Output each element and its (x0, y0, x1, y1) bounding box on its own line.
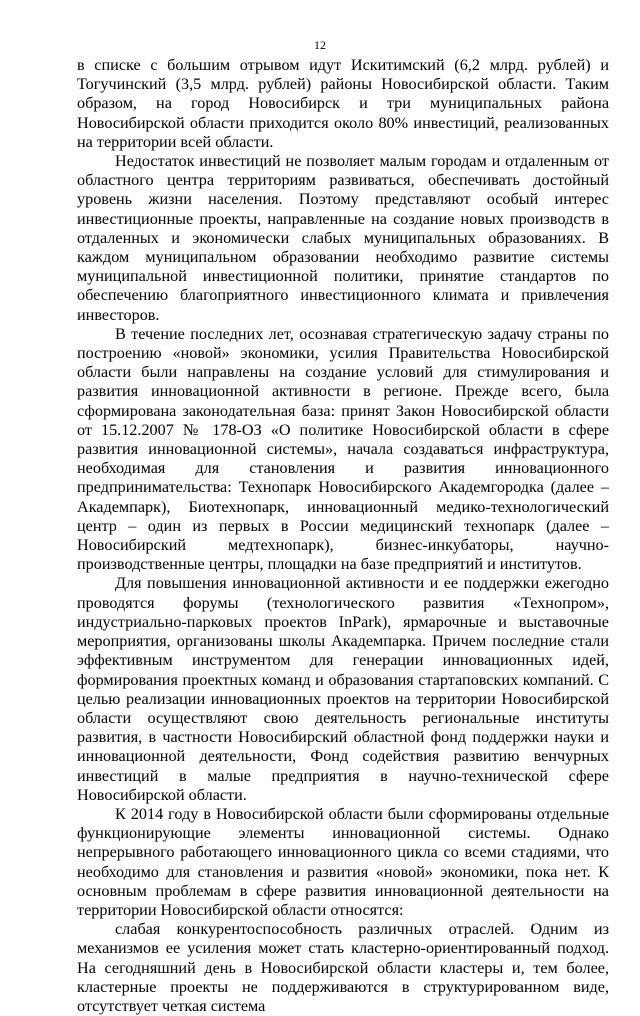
paragraph-5: К 2014 году в Новосибирской области были сформированы отдельные функционирующие элементы инновационной системы. Однако непрерывного работающего инновационного цикла со всеми стадиями, что необходимо для становления и развития «новой» экономики, пока нет. К основным проблемам в сфере развития инновационной деятельности на территории Новосибирской области относятся: (77, 804, 609, 919)
page-number: 12 (314, 38, 326, 52)
paragraph-2: Недостаток инвестиций не позволяет малым городам и отдаленным от областного центра территориям развиваться, обеспечивать достойный уровень жизни населения. Поэтому представляют особый интерес инвестиционные проекты, направленные на создание новых производств в отдаленных и экономически слабых муниципальных образованиях. В каждом муниципальном образовании необходимо развитие системы муниципальной инвестиционной политики, принятие стандартов по обеспечению благоприятного инвестиционного климата и привлечения инвесторов. (77, 152, 609, 324)
paragraph-4: Для повышения инновационной активности и ее поддержки ежегодно проводятся форумы (технологического развития «Технопром», индустриально-парковых проектов InPark), ярмарочные и выставочные мероприятия, организованы школы Академпарка. Причем последние стали эффективным инструментом для генерации инновационных идей, формирования проектных команд и образования стартаповских компаний. С целью реализации инновационных проектов на территории Новосибирской области осуществляют свою деятельность региональные институты развития, в частности Новосибирский областной фонд поддержки науки и инновационной деятельности, Фонд содействия развитию венчурных инвестиций в малые предприятия в научно-технической сфере Новосибирской области. (77, 574, 609, 804)
paragraph-3: В течение последних лет, осознавая стратегическую задачу страны по построению «новой» экономики, усилия Правительства Новосибирской области были направлены на создание условий для стимулирования и развития инновационной активности в регионе. Прежде всего, была сформирована законодательная база: принят Закон Новосибирской области от 15.12.2007 № 178-ОЗ «О политике Новосибирской области в сфере развития инновационной системы», начала создаваться инфраструктура, необходимая для становления и развития инновационного предпринимательства: Технопарк Новосибирского Академгородка (далее – Академпарк), Биотехнопарк, инновационный медико-технологический центр – один из первых в России медицинский технопарк (далее – Новосибирский медтехнопарк), бизнес-инкубаторы, научно-производственные центры, площадки на базе предприятий и институтов. (77, 324, 609, 574)
document-body (77, 56, 609, 1016)
paragraph-6: слабая конкурентоспособность различных отраслей. Одним из механизмов ее усиления может стать кластерно-ориентированный подход. На сегодняшний день в Новосибирской области кластеры и, тем более, кластерные проекты не поддерживаются в структурированном виде, отсутствует четкая система (77, 920, 609, 1015)
paragraph-1: в списке с большим отрывом идут Искитимский (6,2 млрд. рублей) и Тогучинский (3,5 млрд. рублей) районы Новосибирской области. Таким образом, на город Новосибирск и три муниципальных района Новосибирской области приходится около 80% инвестиций, реализованных на территории всей области. (77, 56, 609, 151)
